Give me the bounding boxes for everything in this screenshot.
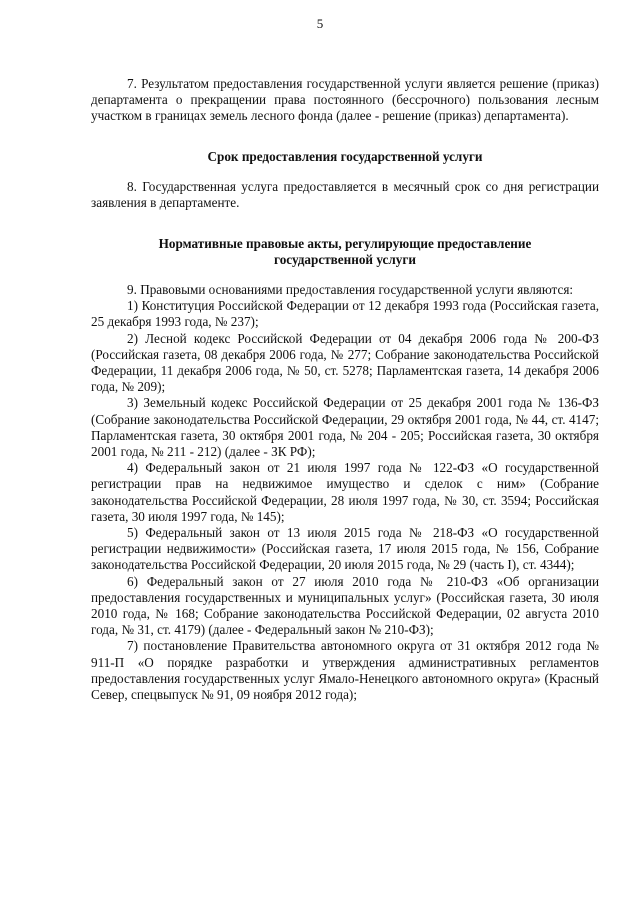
legal-basis-item: 3) Земельный кодекс Российской Федерации от 25 декабря 2001 года № 136-ФЗ (Собрание законодательства Российской Федерации, 29 октября 2001 года, № 44, ст. 4147; Парламентская газета, 30 октября 2001 года, № 204 - 205; Российская газета, 30 октября 2001 года, № 211 - 212) (далее - ЗК РФ); <box>91 395 599 460</box>
heading-acts-line2: государственной услуги <box>274 252 416 268</box>
legal-basis-item: 4) Федеральный закон от 21 июля 1997 года № 122-ФЗ «О государственной регистрации прав на недвижимое имущество и сделок с ним» (Собрание законодательства Российской Федерации, 28 июля 1997 года, № 30, ст. 3594; Российская газета, 30 июля 1997 года, № 145); <box>91 460 599 524</box>
legal-basis-item: 1) Конституция Российской Федерации от 12 декабря 1993 года (Российская газета, 25 декабря 1993 года, № 237); <box>91 298 599 330</box>
legal-basis-item: 7) постановление Правительства автономного округа от 31 октября 2012 года № 911-П «О порядке разработки и утверждения административных регламентов предоставления государственных услуг Ямало-Ненецкого автономного округа» (Красный Север, спецвыпуск № 91, 09 ноября 2012 года); <box>91 638 599 703</box>
result-paragraph-block <box>91 76 599 125</box>
page-number: 5 <box>316 16 324 31</box>
heading-term: Срок предоставления государственной услуги <box>207 149 483 164</box>
paragraph-8: 8. Государственная услуга предоставляется в месячный срок со дня регистрации заявления в департаменте. <box>91 179 599 211</box>
term-paragraph-block <box>91 179 599 211</box>
legal-basis-item: 2) Лесной кодекс Российской Федерации от 04 декабря 2006 года № 200-ФЗ (Российская газета, 08 декабря 2006 года, № 277; Собрание законодательства Российской Федерации, 11 декабря 2006 года, № 50, ст. 5278; Парламентская газета, 14 декабря 2006 года, № 209); <box>91 330 599 395</box>
paragraph-7: 7. Результатом предоставления государственной услуги является решение (приказ) департамента о прекращении права постоянного (бессрочного) пользования лесным участком в границах земель лесного фонда (далее - решение (приказ) департамента). <box>91 76 599 124</box>
heading-acts-line1: Нормативные правовые акты, регулирующие предоставление <box>158 236 532 251</box>
acts-heading-block <box>91 236 599 268</box>
legal-basis-item: 5) Федеральный закон от 13 июля 2015 года № 218-ФЗ «О государственной регистрации недвижимости» (Российская газета, 17 июля 2015 года, № 156, Собрание законодательства Российской Федерации, 20 июля 2015 года, № 29 (часть I), ст. 4344); <box>91 525 599 573</box>
paragraph-9: 9. Правовыми основаниями предоставления государственной услуги являются: <box>127 282 574 297</box>
legal-basis-item: 6) Федеральный закон от 27 июля 2010 года № 210-ФЗ «Об организации предоставления государственных и муниципальных услуг» (Российская газета, 30 июля 2010 года, № 168; Собрание законодательства Российской Федерации, 02 августа 2010 года, № 31, ст. 4179) (далее - Федеральный закон № 210-ФЗ); <box>91 573 599 638</box>
term-heading-block <box>91 149 599 165</box>
legal-bases-block <box>91 282 599 703</box>
